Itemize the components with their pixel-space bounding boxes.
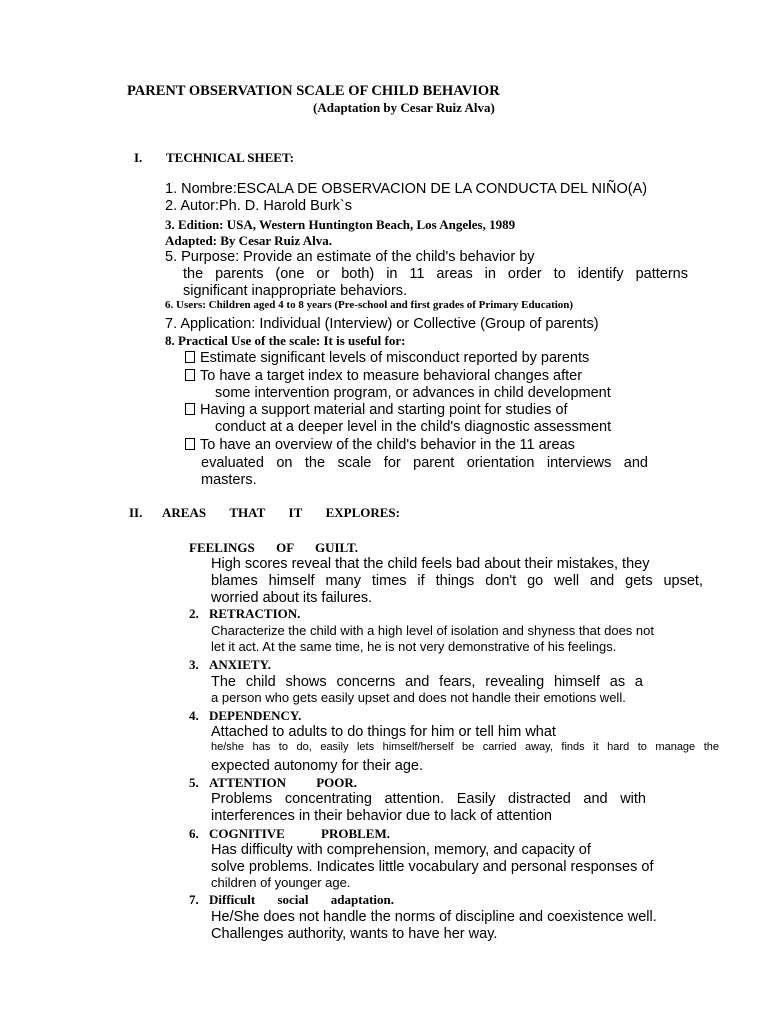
bullet-2-line-1: To have a target index to measure behavioral changes after: [200, 368, 583, 384]
bullet-item: [185, 438, 575, 453]
bullet-3-line-1: Having a support material and starting point for studies of: [200, 402, 568, 418]
bullet-4-line-1: To have an overview of the child's behavior in the 11 areas: [200, 437, 575, 453]
area-2-title: RETRACTION.: [209, 606, 301, 621]
area-4-line-2: he/she has to do, easily lets himself/herself be carried away, finds it hard to manage the: [211, 741, 719, 753]
document-title: PARENT OBSERVATION SCALE OF CHILD BEHAVIOR: [127, 83, 500, 99]
section-1-numeral: I.: [134, 150, 143, 165]
area-1-line-1: High scores reveal that the child feels bad about their mistakes, they: [211, 556, 650, 572]
area-7-number: 7.: [189, 892, 199, 907]
bullet-item: [185, 369, 582, 384]
area-6-line-2: solve problems. Indicates little vocabulary and personal responses of: [211, 859, 654, 875]
bullet-item: [185, 351, 589, 366]
area-5-line-2: interferences in their behavior due to lack of attention: [211, 808, 552, 824]
tech-item-6: 6. Users: Children aged 4 to 8 years (Pre-school and first grades of Primary Education): [165, 299, 574, 311]
tech-adapted: Adapted: By Cesar Ruiz Alva.: [165, 233, 332, 248]
area-2-line-2: let it act. At the same time, he is not very demonstrative of his feelings.: [211, 639, 617, 654]
tech-item-5-line-3: significant inappropriate behaviors.: [183, 283, 408, 299]
bullet-3-line-2: conduct at a deeper level in the child's diagnostic assessment: [215, 419, 612, 435]
bullet-1-line-1: Estimate significant levels of misconduct reported by parents: [200, 350, 590, 366]
tech-item-7: 7. Application: Individual (Interview) or Collective (Group of parents): [165, 316, 599, 332]
area-7-line-1: He/She does not handle the norms of discipline and coexistence well.: [211, 909, 657, 925]
area-2-number: 2.: [189, 606, 199, 621]
area-5-line-1: Problems concentrating attention. Easily distracted and with: [211, 791, 646, 807]
bullet-item: [185, 403, 568, 418]
bullet-2-line-2: some intervention program, or advances in child development: [215, 385, 611, 401]
bullet-4-line-3: masters.: [201, 472, 257, 488]
tech-item-2: 2. Autor:Ph. D. Harold Burk`s: [165, 198, 352, 214]
tech-item-3: 3. Edition: USA, Western Huntington Beach, Los Angeles, 1989: [165, 217, 516, 232]
tech-item-5-line-1: 5. Purpose: Provide an estimate of the child's behavior by: [165, 249, 535, 265]
area-3-title: ANXIETY.: [209, 657, 272, 672]
area-3-line-2: a person who gets easily upset and does not handle their emotions well.: [211, 690, 626, 705]
area-4-title: DEPENDENCY.: [209, 708, 302, 723]
area-4-line-1: Attached to adults to do things for him or tell him what: [211, 724, 556, 740]
checkbox-glyph-icon: [185, 403, 195, 415]
area-4-line-3: expected autonomy for their age.: [211, 758, 423, 774]
tech-item-8: 8. Practical Use of the scale: It is useful for:: [165, 333, 406, 348]
bullet-4-line-2: evaluated on the scale for parent orientation interviews and: [201, 455, 648, 471]
area-7-title: Difficult social adaptation.: [209, 892, 394, 907]
area-2-line-1: Characterize the child with a high level of isolation and shyness that does not: [211, 623, 654, 638]
tech-item-5-line-2: the parents (one or both) in 11 areas in order to identify patterns: [183, 266, 688, 282]
area-6-title: COGNITIVE PROBLEM.: [209, 826, 390, 841]
area-7-line-2: Challenges authority, wants to have her way.: [211, 926, 498, 942]
area-1-line-2: blames himself many times if things don't go well and gets upset,: [211, 573, 703, 589]
area-3-line-1: The child shows concerns and fears, revealing himself as a: [211, 674, 643, 690]
section-2-numeral: II.: [129, 505, 143, 520]
area-5-number: 5.: [189, 775, 199, 790]
tech-item-1: 1. Nombre:ESCALA DE OBSERVACION DE LA CONDUCTA DEL NIÑO(A): [165, 181, 648, 197]
document-subtitle: (Adaptation by Cesar Ruiz Alva): [313, 100, 495, 115]
area-6-line-1: Has difficulty with comprehension, memory, and capacity of: [211, 842, 591, 858]
area-6-number: 6.: [189, 826, 199, 841]
area-1-title: FEELINGS OF GUILT.: [189, 540, 358, 555]
area-4-number: 4.: [189, 708, 199, 723]
checkbox-glyph-icon: [185, 369, 195, 381]
area-1-line-3: worried about its failures.: [211, 590, 373, 606]
area-3-number: 3.: [189, 657, 199, 672]
section-2-heading: AREAS THAT IT EXPLORES:: [162, 505, 400, 520]
section-1-heading: TECHNICAL SHEET:: [166, 150, 294, 165]
area-5-title: ATTENTION POOR.: [209, 775, 357, 790]
checkbox-glyph-icon: [185, 351, 195, 363]
area-6-line-3: children of younger age.: [211, 875, 351, 890]
checkbox-glyph-icon: [185, 438, 195, 450]
